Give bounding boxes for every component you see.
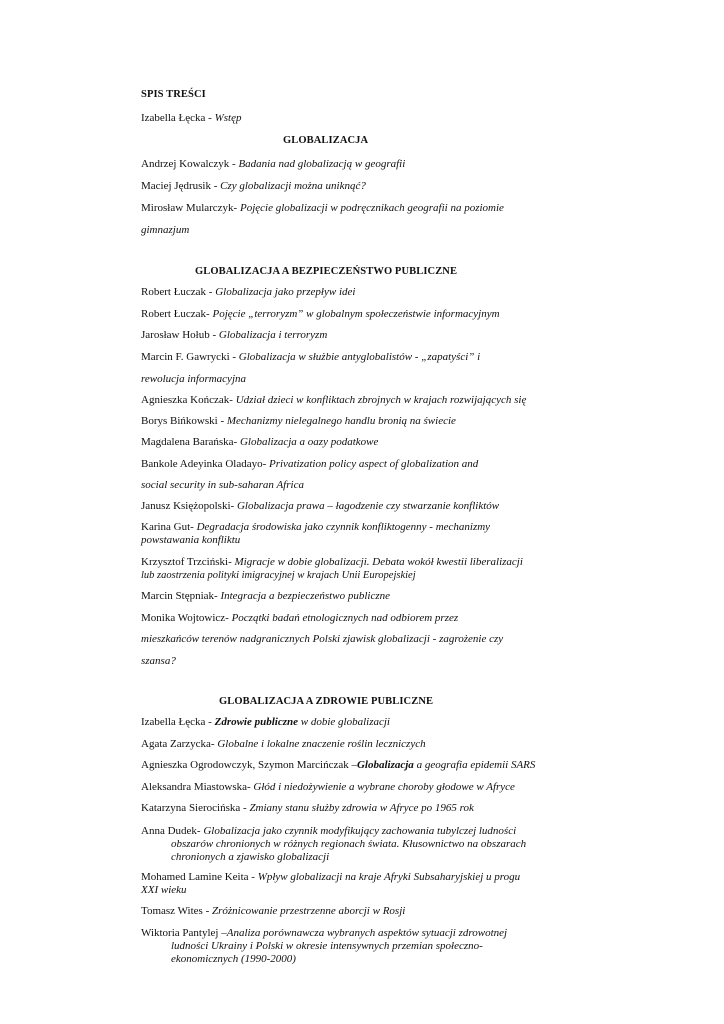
toc-entry <box>141 590 390 603</box>
entry-title: w dobie globalizacji <box>298 716 390 728</box>
toc-entry <box>141 202 504 215</box>
entry-title: Udział dzieci w konfliktach zbrojnych w krajach rozwijających się <box>235 394 527 406</box>
toc-entry <box>141 158 405 171</box>
entry-title: Wstęp <box>214 112 242 124</box>
section-heading-zdrowie: GLOBALIZACJA A ZDROWIE PUBLICZNE <box>219 696 434 707</box>
toc-entry <box>141 286 355 299</box>
toc-entry <box>141 716 390 729</box>
toc-entry <box>141 521 490 534</box>
entry-title-continuation: chronionych a zjawisko globalizacji <box>171 851 330 863</box>
toc-entry <box>141 500 499 513</box>
entry-title: Globalizacja prawa – łagodzenie czy stwarzanie konfliktów <box>236 500 500 512</box>
toc-entry <box>141 394 526 407</box>
entry-title: Czy globalizacji można uniknąć? <box>220 180 366 192</box>
toc-entry <box>141 436 378 449</box>
entry-title: Wpływ globalizacji na kraje Afryki Subsaharyjskiej u progu <box>257 871 521 883</box>
entry-author: Tomasz Wites - <box>141 905 212 917</box>
entry-title: Globalizacja a oazy podatkowe <box>239 436 379 448</box>
toc-entry <box>141 738 426 751</box>
entry-title: Pojęcie globalizacji w podręcznikach geografii na poziomie <box>239 202 504 214</box>
entry-author: Katarzyna Sierocińska - <box>141 802 250 814</box>
entry-title: Zróżnicowanie przestrzenne aborcji w Rosji <box>211 905 406 917</box>
entry-author: Mohamed Lamine Keita - <box>141 871 258 883</box>
entry-author: Andrzej Kowalczyk - <box>141 158 239 170</box>
entry-title-emphasis: Zdrowie publiczne <box>214 716 299 728</box>
entry-author: Anna Dudek- <box>141 825 204 837</box>
entry-title: Mechanizmy nielegalnego handlu bronią na świecie <box>226 415 456 427</box>
entry-title: Integracja a bezpieczeństwo publiczne <box>220 590 390 602</box>
toc-entry <box>141 308 500 321</box>
entry-title-continuation: powstawania konfliktu <box>141 534 241 546</box>
entry-title-emphasis: Globalizacja <box>356 759 414 771</box>
entry-author: Krzysztof Trzciński- <box>141 556 235 568</box>
entry-title: Globalne i lokalne znaczenie roślin leczniczych <box>217 738 426 750</box>
entry-author: Jarosław Hołub - <box>141 329 219 341</box>
entry-title-continuation: mieszkańców terenów nadgranicznych Polski zjawisk globalizacji - zagrożenie czy <box>141 633 504 645</box>
entry-title: Pojęcie „terroryzm” w globalnym społeczeństwie informacyjnym <box>212 308 500 320</box>
entry-title: a geografia epidemii SARS <box>413 759 536 771</box>
toc-entry <box>141 329 327 342</box>
toc-entry <box>141 556 523 569</box>
entry-title: Globalizacja i terroryzm <box>218 329 328 341</box>
entry-author: Izabella Łęcka - <box>141 716 215 728</box>
entry-author: Robert Łuczak- <box>141 308 213 320</box>
section-heading-globalizacja: GLOBALIZACJA <box>283 135 369 146</box>
entry-title: Badania nad globalizacją w geografii <box>238 158 406 170</box>
intro-entry <box>141 112 241 125</box>
entry-title: Degradacja środowiska jako czynnik konfliktogenny - mechanizmy <box>196 521 491 533</box>
toc-entry <box>141 905 405 918</box>
entry-title-continuation: XXI wieku <box>141 884 187 896</box>
entry-title-continuation: ludności Ukrainy i Polski w okresie intensywnych przemian społeczno- <box>171 940 483 952</box>
entry-title-continuation: szansa? <box>141 655 176 667</box>
entry-author: Marcin F. Gawrycki - <box>141 351 239 363</box>
entry-title-continuation: lub zaostrzenia polityki imigracyjnej w krajach Unii Europejskiej <box>141 570 416 581</box>
toc-entry <box>141 415 456 428</box>
toc-entry <box>141 871 520 884</box>
entry-title: Globalizacja w służbie antyglobalistów - „zapatyści” i <box>238 351 481 363</box>
entry-title: Migracje w dobie globalizacji. Debata wokół kwestii liberalizacji <box>234 556 523 568</box>
toc-heading: SPIS TREŚCI <box>141 89 206 100</box>
entry-author: Wiktoria Pantylej – <box>141 927 227 939</box>
entry-title-continuation: rewolucja informacyjna <box>141 373 246 385</box>
entry-author: Mirosław Mularczyk- <box>141 202 240 214</box>
entry-title: Globalizacja jako przepływ idei <box>215 286 356 298</box>
toc-entry <box>141 612 458 625</box>
toc-entry <box>141 781 515 794</box>
entry-author: Karina Gut- <box>141 521 197 533</box>
toc-entry <box>141 351 480 364</box>
entry-title: Początki badań etnologicznych nad odbiorem przez <box>231 612 459 624</box>
entry-author: Maciej Jędrusik - <box>141 180 221 192</box>
entry-title-continuation: ekonomicznych (1990-2000) <box>171 953 296 965</box>
entry-title: Głód i niedożywienie a wybrane choroby głodowe w Afryce <box>253 781 515 793</box>
toc-entry <box>141 802 474 815</box>
entry-author: Monika Wojtowicz- <box>141 612 232 624</box>
entry-title: Zmiany stanu służby zdrowia w Afryce po 1965 rok <box>249 802 474 814</box>
toc-entry <box>141 759 535 772</box>
toc-entry <box>141 180 366 193</box>
entry-author: Magdalena Barańska- <box>141 436 240 448</box>
entry-author: Agnieszka Ogrodowczyk, Szymon Marcińczak – <box>141 759 357 771</box>
entry-title: Globalizacja jako czynnik modyfikujący zachowania tubylczej ludności <box>203 825 517 837</box>
entry-author: Agata Zarzycka- <box>141 738 218 750</box>
entry-title-continuation: social security in sub-saharan Africa <box>141 479 304 491</box>
section-heading-bezpieczenstwo: GLOBALIZACJA A BEZPIECZEŃSTWO PUBLICZNE <box>195 266 458 277</box>
entry-title: Privatization policy aspect of globalization and <box>269 458 479 470</box>
entry-author: Borys Bińkowski - <box>141 415 227 427</box>
entry-author: Janusz Księżopolski- <box>141 500 237 512</box>
entry-author: Bankole Adeyinka Oladayo- <box>141 458 269 470</box>
toc-entry <box>141 458 478 471</box>
entry-author: Aleksandra Miastowska- <box>141 781 254 793</box>
entry-author: Marcin Stępniak- <box>141 590 221 602</box>
entry-title: Analiza porównawcza wybranych aspektów sytuacji zdrowotnej <box>226 927 508 939</box>
entry-author: Agnieszka Kończak- <box>141 394 236 406</box>
toc-entry <box>141 927 507 940</box>
toc-entry <box>141 825 516 838</box>
entry-title-continuation: gimnazjum <box>141 224 190 236</box>
entry-title-continuation: obszarów chronionych w różnych regionach świata. Kłusownictwo na obszarach <box>171 838 527 850</box>
entry-author: Izabella Łęcka - <box>141 112 215 124</box>
entry-author: Robert Łuczak - <box>141 286 216 298</box>
